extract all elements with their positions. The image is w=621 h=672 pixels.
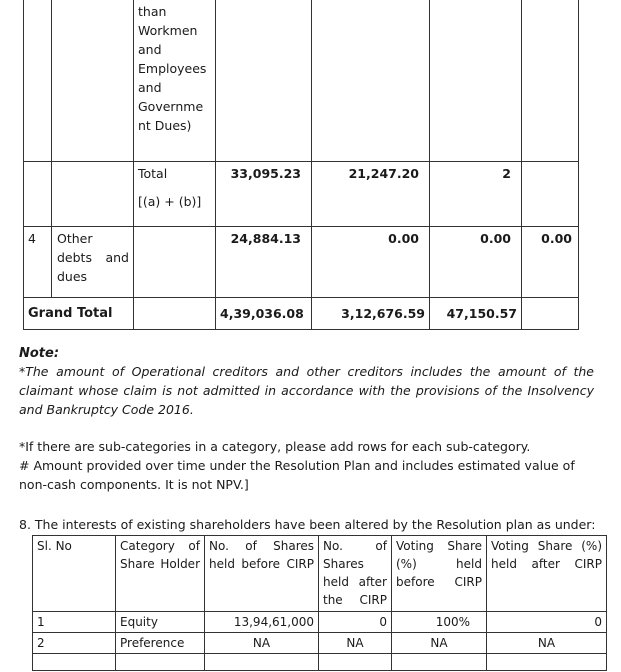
grand-total-label: Grand Total xyxy=(24,298,134,330)
other-amount-claimed: 24,884.13 xyxy=(216,227,312,298)
table-row xyxy=(24,227,579,298)
note-text: *The amount of Operational creditors and other creditors includes the amount of the claimant whose claim is not admitted in accordance with the provisions of the Insolvency and Bankruptcy Code 2016. xyxy=(19,364,594,417)
col-header: Category of Share Holder xyxy=(116,536,205,612)
other-amount-percent: 0.00 xyxy=(522,227,579,298)
amount-note: # Amount provided over time under the Resolution Plan and includes estimated value of non-cash components. It is not NPV.] xyxy=(19,458,575,492)
table-row xyxy=(24,162,579,227)
other-amount-provided: 0.00 xyxy=(430,227,522,298)
note-heading: Note: xyxy=(19,346,60,361)
serial-number: 4 xyxy=(24,227,52,298)
col-header: No. of Shares held after the CIRP xyxy=(319,536,392,612)
total-label-cell: Total [(a) + (b)] xyxy=(134,162,216,227)
sub-notes xyxy=(19,437,594,494)
col-header: Sl. No xyxy=(33,536,116,612)
table-row xyxy=(24,298,579,330)
grand-total-claimed: 4,39,036.08 xyxy=(216,298,312,330)
category-continuation: than Workmen and Employees and Governme nt Dues) xyxy=(134,0,216,162)
table-row: 1 Equity 13,94,61,000 0 100% 0 xyxy=(33,612,607,633)
shareholders-table xyxy=(32,535,607,671)
section-8-heading: 8. The interests of existing shareholders have been altered by the Resolution plan as under: xyxy=(19,517,596,532)
total-amount-admitted: 21,247.20 xyxy=(312,162,430,227)
table-row: 2 Preference NA NA NA NA xyxy=(33,633,607,654)
table-row xyxy=(24,0,579,162)
total-amount-claimed: 33,095.23 xyxy=(216,162,312,227)
claims-table xyxy=(23,0,579,330)
header-row xyxy=(33,536,607,612)
category-label: Other debts and dues xyxy=(52,227,134,298)
table-row xyxy=(33,654,607,671)
grand-total-admitted: 3,12,676.59 xyxy=(312,298,430,330)
sub-category-note: *If there are sub-categories in a category, please add rows for each sub-category. xyxy=(19,439,531,454)
col-header: Voting Share (%) held before CIRP xyxy=(392,536,487,612)
col-header: No. of Shares held before CIRP xyxy=(205,536,319,612)
col-header: Voting Share (%) held after CIRP xyxy=(487,536,607,612)
total-amount-provided: 2 xyxy=(430,162,522,227)
other-amount-admitted: 0.00 xyxy=(312,227,430,298)
grand-total-provided: 47,150.57 xyxy=(430,298,522,330)
